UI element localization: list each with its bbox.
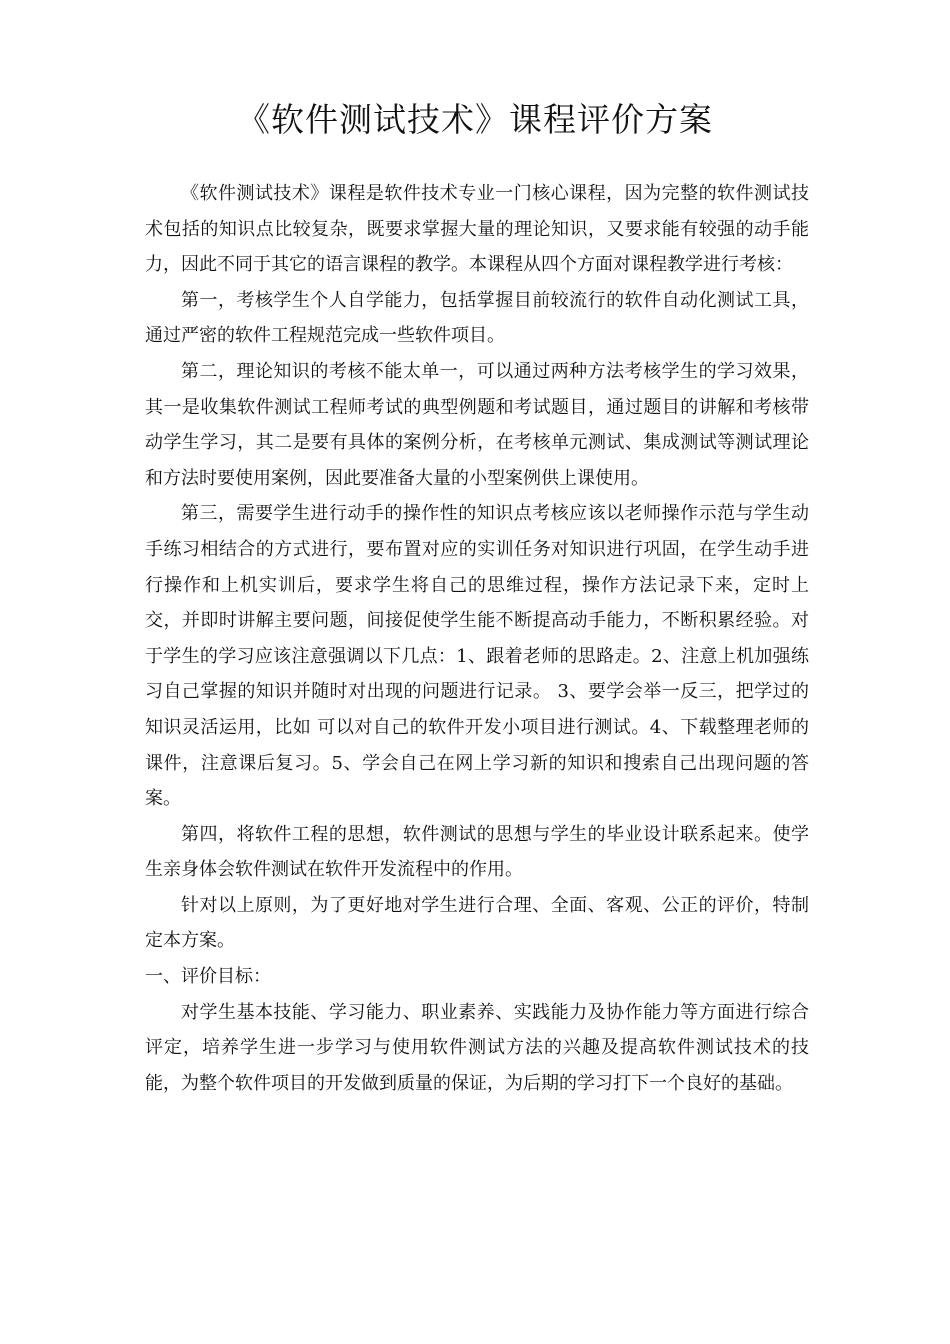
paragraph-fourth-point: 第四，将软件工程的思想，软件测试的思想与学生的毕业设计联系起来。使学生亲身体会软件测试在软件开发流程中的作用。 <box>145 823 809 881</box>
document-title: 《软件测试技术》课程评价方案 <box>237 100 713 139</box>
intro-paragraph: 《软件测试技术》课程是软件技术专业一门核心课程，因为完整的软件测试技术包括的知识点比较复杂，既要求掌握大量的理论知识，又要求能有较强的动手能力，因此不同于其它的语言课程的教学。本课程从四个方面对课程教学进行考核： <box>145 183 809 276</box>
document-body <box>145 176 809 1101</box>
section-paragraph-evaluation-goal: 对学生基本技能、学习能力、职业素养、实践能力及协作能力等方面进行综合评定，培养学生进一步学习与使用软件测试方法的兴趣及提高软件测试技术的技能，为整个软件项目的开发做到质量的保证，为后期的学习打下一个良好的基础。 <box>145 1001 809 1094</box>
paragraph-principles: 针对以上原则，为了更好地对学生进行合理、全面、客观、公正的评价，特制定本方案。 <box>145 894 809 952</box>
section-heading-evaluation-goal: 一、评价目标： <box>145 966 271 988</box>
paragraph-second-point: 第二，理论知识的考核不能太单一，可以通过两种方法考核学生的学习效果，其一是收集软件测试工程师考试的典型例题和考试题目，通过题目的讲解和考核带动学生学习，其二是要有具体的案例分析，在考核单元测试、集成测试等测试理论和方法时要使用案例，因此要准备大量的小型案例供上课使用。 <box>145 360 809 489</box>
paragraph-first-point: 第一，考核学生个人自学能力，包括掌握目前较流行的软件自动化测试工具，通过严密的软件工程规范完成一些软件项目。 <box>145 289 809 347</box>
paragraph-third-point: 第三，需要学生进行动手的操作性的知识点考核应该以老师操作示范与学生动手练习相结合的方式进行，要布置对应的实训任务对知识进行巩固，在学生动手进行操作和上机实训后，要求学生将自己的思维过程，操作方法记录下来，定时上交，并即时讲解主要问题，间接促使学生能不断提高动手能力，不断积累经验。对于学生的学习应该注意强调以下几点：1、跟着老师的思路走。2、注意上机加强练习自己掌握的知识并随时对出现的问题进行记录。 3、要学会举一反三，把学过的知识灵活运用，比如 可以对自己的软件开发小项目进行测试。4、下载整理老师的课件，注意课后复习。5、学会自己在网上学习新的知识和搜索自己出现问题的答案。 <box>145 503 809 810</box>
